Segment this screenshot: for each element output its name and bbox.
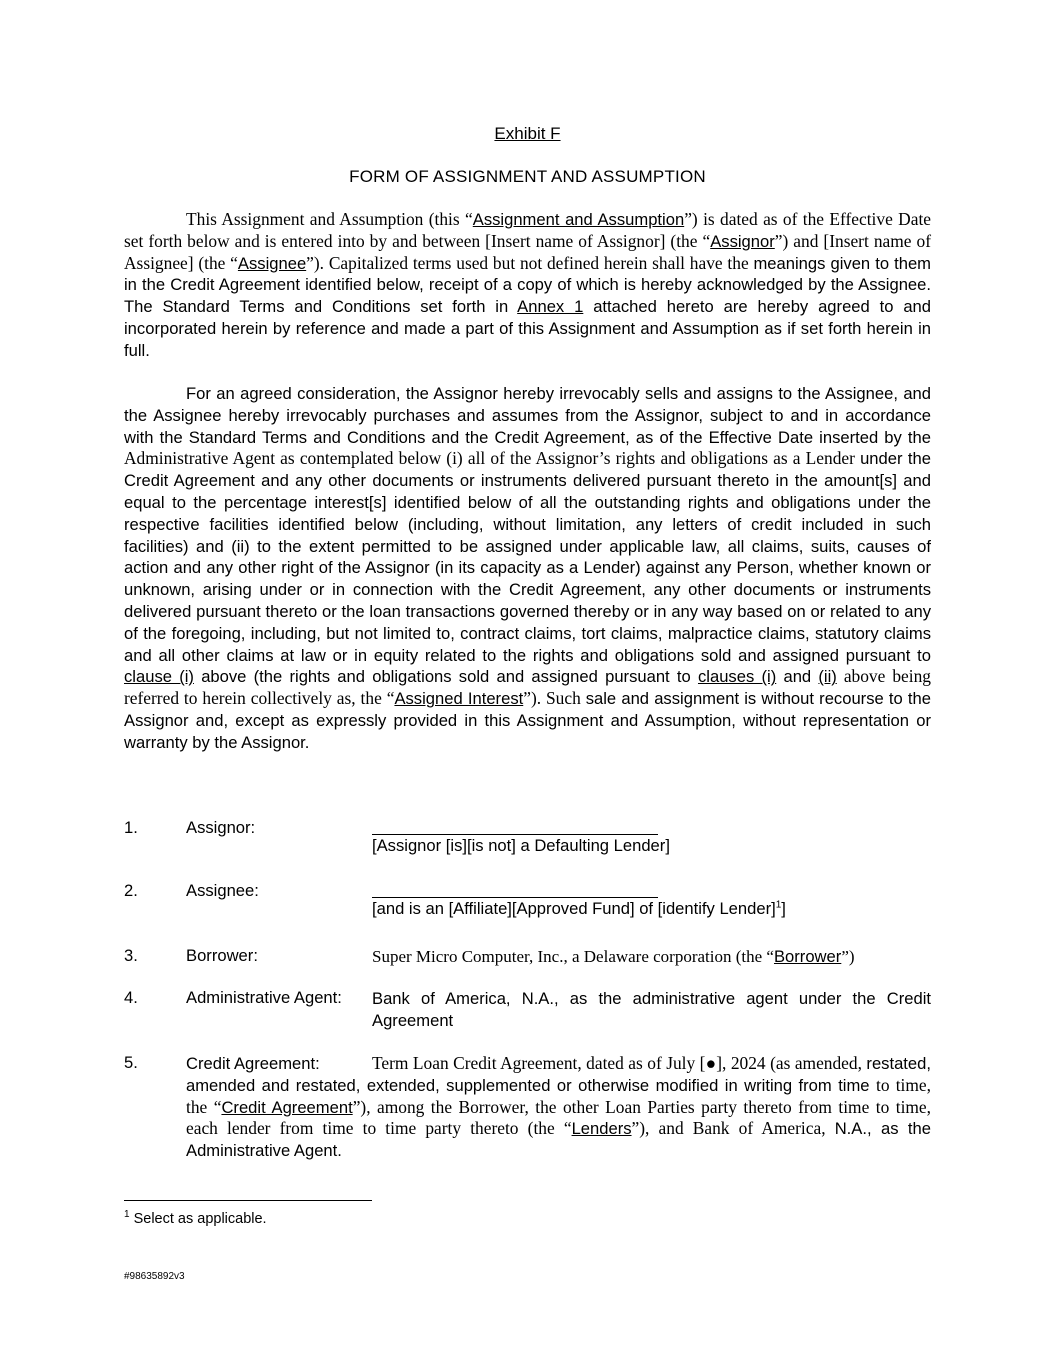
footnote-text: Select as applicable. — [129, 1211, 267, 1227]
intro-text: ”). Capitalized terms used but not defined herein shall have the — [306, 252, 754, 273]
item-number: 1. — [124, 818, 138, 837]
item-label: Assignee: — [186, 881, 259, 900]
consideration-text: Administrative Agent as contemplated below (i) all of the Assignor’s rights and obligations as a Lender — [124, 448, 861, 469]
consideration-text: sale and assignment is without recourse to the Assignor and, except as expressly provided in this Assignment and Assumption, without representation or warranty by the Assignor. — [124, 689, 931, 752]
item-value — [372, 946, 931, 968]
intro-paragraph — [124, 209, 931, 362]
consideration-paragraph — [124, 383, 931, 754]
note-text: [and is an [Affiliate][Approved Fund] of [identify Lender] — [372, 899, 776, 918]
item-label: Assignor: — [186, 818, 256, 837]
defined-term-credit-agreement: Credit Agreement — [221, 1097, 353, 1117]
intro-text: ”) and [Insert name of Assignee] (the “ — [124, 230, 931, 273]
consideration-text: For an agreed consideration, the Assignor hereby irrevocably sells and assigns to the Assignee, and the Assignee hereby irrevocably purchases and assumes from the Assignor, subject to and in accordance with the Standard Terms and Conditions and the Credit Agreement, as of the Effective Date inserted by the — [124, 384, 931, 447]
credit-agreement-part: restated, amended and restated, extended, supplemented or otherwise modified in writing from time — [186, 1054, 931, 1095]
item-label: Borrower: — [186, 946, 258, 965]
consideration-text: and — [776, 667, 819, 687]
footnote-separator — [124, 1200, 372, 1201]
credit-agreement-part: Term Loan Credit Agreement, dated as of July [●], 2024 (as amended, — [372, 1053, 867, 1073]
credit-agreement-part: ”), and Bank of America, — [631, 1118, 835, 1139]
item-value — [372, 881, 931, 920]
credit-agreement-part: to time, the “ — [186, 1074, 931, 1117]
consideration-text: above being referred to herein collectively as, the “ — [124, 666, 931, 709]
affiliate-note — [372, 898, 931, 920]
item-label: Credit Agreement: — [186, 1054, 320, 1073]
consideration-text: above (the rights and obligations sold and assigned pursuant to — [193, 667, 698, 687]
credit-agreement-part: ”), among the Borrower, the other Loan Parties party thereto from time to time, each lender from time to time party thereto (the “ — [186, 1096, 931, 1139]
exhibit-heading: Exhibit F — [494, 124, 561, 143]
form-title: FORM OF ASSIGNMENT AND ASSUMPTION — [349, 167, 706, 186]
item-number: 3. — [124, 946, 138, 965]
intro-text: ”) is dated as of the Effective Date set forth below and is entered into by and between [Insert name of Assignor] (the “ — [124, 209, 931, 251]
footnote — [124, 1211, 267, 1227]
signature-blank-line — [372, 818, 658, 835]
intro-text: This Assignment and Assumption (this “ — [186, 209, 473, 229]
credit-agreement-part: N.A., as the Administrative Agent. — [186, 1119, 932, 1161]
borrower-text: Super Micro Computer, Inc., a Delaware corporation (the “ — [372, 947, 774, 966]
footnote-marker: 1 — [775, 899, 782, 911]
credit-agreement-text — [186, 1053, 931, 1162]
clause-reference: (ii) — [818, 667, 837, 687]
note-text: ] — [781, 899, 786, 918]
defined-term-borrower: Borrower — [773, 947, 842, 966]
defined-term-assignee: Assignee — [237, 253, 307, 273]
item-number: 5. — [124, 1053, 138, 1072]
clause-reference: clause (i) — [124, 667, 194, 687]
defined-term-assignor: Assignor — [710, 231, 775, 251]
intro-text: attached hereto are hereby agreed to and incorporated herein by reference and made a part of this Assignment and Assumption as if set forth herein in full. — [124, 297, 932, 360]
clause-reference: clauses (i) — [697, 667, 777, 687]
item-value — [372, 818, 931, 857]
defined-term-assigned-interest: Assigned Interest — [394, 689, 524, 709]
item-number: 4. — [124, 988, 138, 1007]
defined-term-lenders: Lenders — [571, 1119, 632, 1139]
intro-text: meanings given to them in the Credit Agreement identified below, receipt of a copy of which is hereby acknowledged by the Assignee. The Standard Terms and Conditions set forth in — [124, 253, 931, 317]
defaulting-lender-note: [Assignor [is][is not] a Defaulting Lender] — [372, 836, 670, 855]
consideration-text: ”). Such — [523, 688, 586, 709]
footnote-marker: 1 — [124, 1209, 130, 1221]
item-label: Administrative Agent: — [186, 988, 342, 1007]
signature-blank-line — [372, 881, 658, 898]
consideration-text: under the Credit Agreement and any other documents or instruments delivered pursuant thereto in the amount[s] and equal to the percentage interest[s] identified below of all the outstanding rights and obligations under the respective facilities identified below (including, without limitation, any letters of credit included in such facilities) and (ii) to the extent permitted to be assigned under applicable law, all claims, suits, causes of action and any other right of the Assignor (in its capacity as a Lender) against any Person, whether known or unknown, arising under or in connection with the Credit Agreement, any other documents or instruments delivered pursuant thereto or the loan transactions governed thereby or in any way based on or related to any of the foregoing, including, but not limited to, contract claims, tort claims, malpractice claims, statutory claims and all other claims at law or in equity related to the rights and obligations sold and assigned pursuant to — [124, 449, 932, 665]
document-id: #98635892v3 — [124, 1271, 185, 1282]
borrower-text: ”) — [841, 947, 855, 966]
annex-reference: Annex 1 — [517, 297, 584, 317]
defined-term-assignment: Assignment and Assumption — [472, 210, 685, 229]
item-number: 2. — [124, 881, 138, 900]
administrative-agent-text: Bank of America, N.A., as the administrative agent under the Credit Agreement — [372, 989, 931, 1030]
